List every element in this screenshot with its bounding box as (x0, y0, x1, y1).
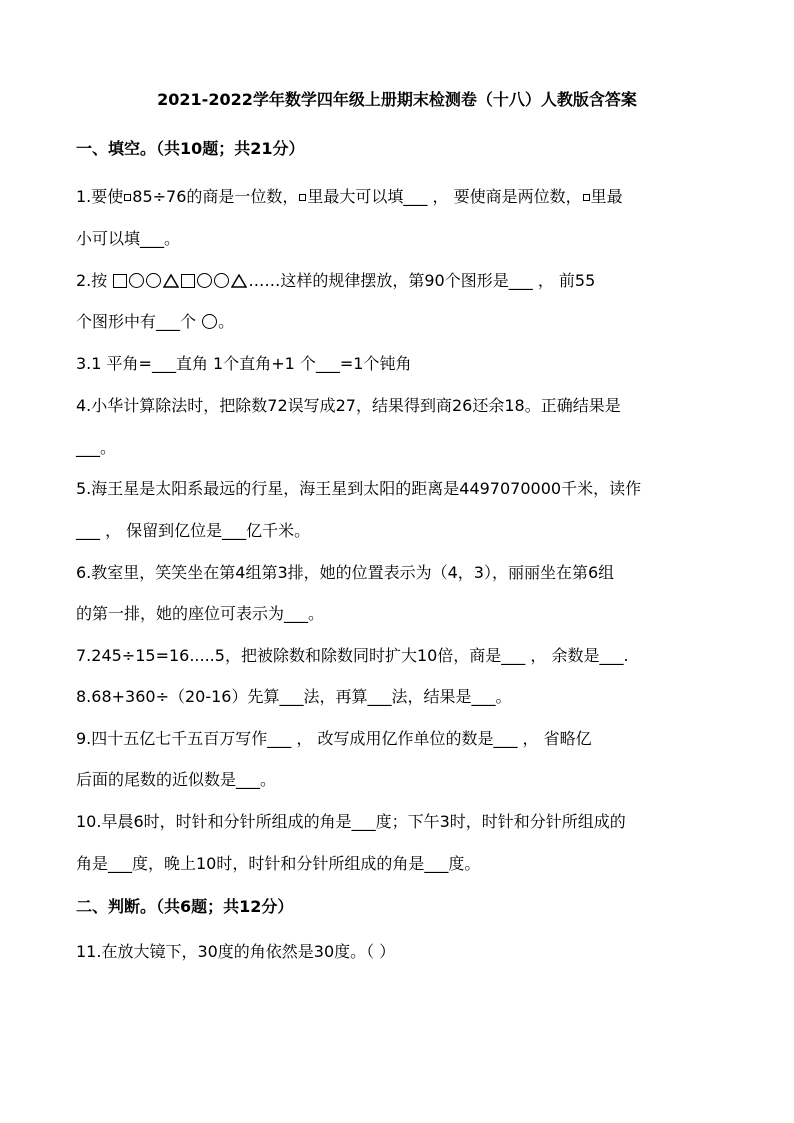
square-blank-icon (583, 194, 590, 201)
question-2-text-a: 2.按 (76, 271, 108, 290)
question-3: 3.1 平角=___直角 1个直角+1 个___=1个钝角 (76, 354, 412, 373)
question-5-line-1: 5.海王星是太阳系最远的行星，海王星到太阳的距离是4497070000千米，读作 (76, 479, 642, 498)
question-8: 8.68+360÷（20-16）先算___法，再算___法，结果是___。 (76, 687, 512, 706)
question-10-line-1: 10.早晨6时，时针和分针所组成的角是___度；下午3时，时针和分针所组成的 (76, 812, 626, 831)
question-4-line-1: 4.小华计算除法时，把除数72误写成27，结果得到商26还余18。正确结果是 (76, 396, 621, 415)
square-shape-icon (181, 274, 195, 288)
circle-shape-icon (146, 273, 161, 288)
question-4-line-2: ___。 (76, 438, 117, 457)
square-blank-icon (299, 194, 306, 201)
question-1-text-b: 85÷76的商是一位数， (132, 187, 299, 206)
question-2-text-c: 个图形中有___个 (76, 312, 197, 331)
shape-sequence (112, 271, 248, 290)
square-blank-icon (124, 194, 131, 201)
question-5-line-2: ___ ， 保留到亿位是___亿千米。 (76, 521, 311, 540)
triangle-shape-icon (231, 274, 247, 288)
question-11: 11.在放大镜下，30度的角依然是30度。（ ） (76, 942, 396, 961)
question-6-line-2: 的第一排，她的座位可表示为___。 (76, 604, 325, 623)
question-1-text-c: 里最大可以填___ ， 要使商是两位数， (307, 187, 582, 206)
square-shape-icon (113, 274, 127, 288)
question-2-text-b: ……这样的规律摆放，第90个图形是___ ， 前55 (248, 271, 596, 290)
question-9-line-2: 后面的尾数的近似数是___。 (76, 770, 277, 789)
question-1-line-1 (76, 186, 736, 208)
circle-shape-icon (214, 273, 229, 288)
question-6-line-1: 6.教室里，笑笑坐在第4组第3排，她的位置表示为（4，3），丽丽坐在第6组 (76, 563, 615, 582)
question-1-line-2: 小可以填___。 (76, 229, 181, 248)
circle-shape-icon (197, 273, 212, 288)
question-1-text-d: 里最 (590, 187, 623, 206)
question-2-line-1 (76, 270, 736, 292)
triangle-shape-icon (163, 274, 179, 288)
question-2-line-2 (76, 311, 736, 333)
question-7: 7.245÷15=16.....5，把被除数和除数同时扩大10倍，商是___ ， 余数是___. (76, 646, 629, 665)
question-1-text-a: 1.要使 (76, 187, 124, 206)
section-heading-true-false: 二、判断。（共6题；共12分） (76, 897, 294, 916)
section-heading-fill-blank: 一、填空。（共10题；共21分） (76, 139, 305, 158)
circle-shape-icon (129, 273, 144, 288)
question-9-line-1: 9.四十五亿七千五百万写作___ ， 改写成用亿作单位的数是___ ， 省略亿 (76, 729, 592, 748)
circle-shape-icon (202, 314, 217, 329)
question-2-text-d: 。 (218, 312, 235, 331)
question-10-line-2: 角是___度，晚上10时，时针和分针所组成的角是___度。 (76, 854, 481, 873)
page-title: 2021-2022学年数学四年级上册期末检测卷（十八）人教版含答案 (157, 90, 637, 109)
